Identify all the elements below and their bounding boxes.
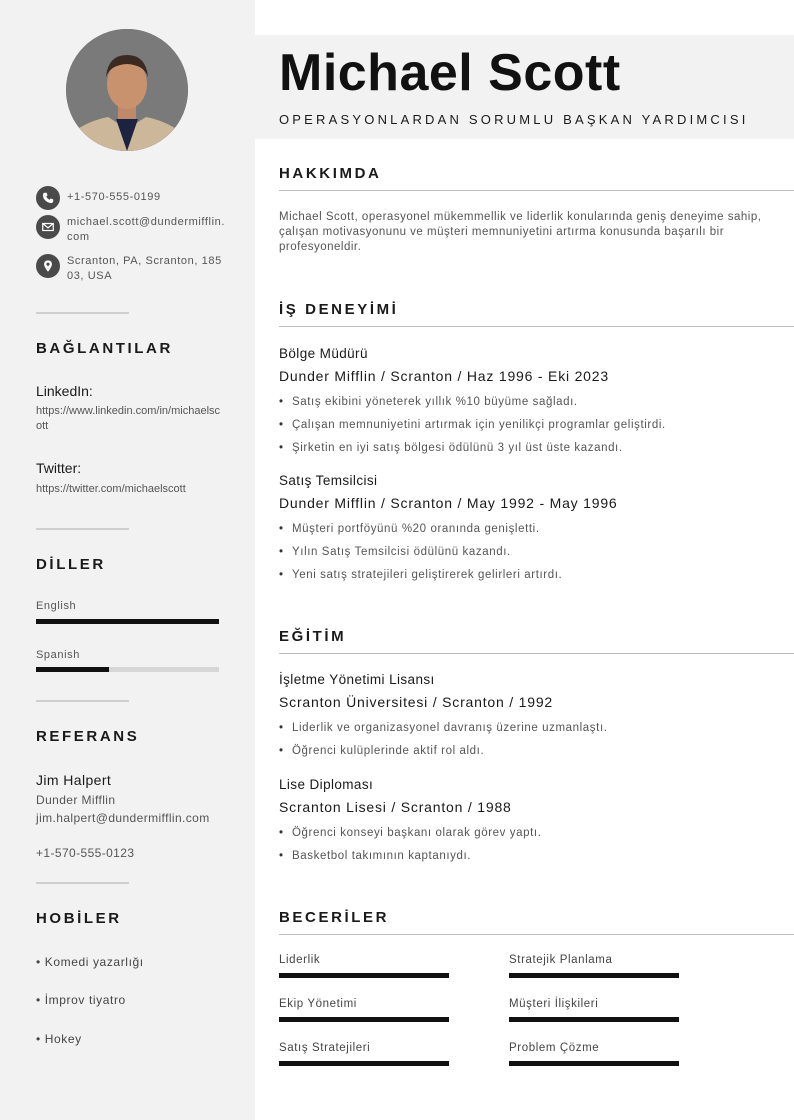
candidate-title: OPERASYONLARDAN SORUMLU BAŞKAN YARDIMCISI (279, 112, 749, 127)
skill-name: Problem Çözme (509, 1042, 600, 1054)
education-entry (279, 671, 789, 763)
entry-org: Dunder Mifflin / Scranton / May 1992 - May 1996 (279, 495, 618, 511)
skill-name: Müşteri İlişkileri (509, 998, 599, 1010)
entry-role: Satış Temsilcisi (279, 473, 378, 488)
skill-name: Liderlik (279, 954, 321, 966)
languages-heading: DİLLER (36, 556, 106, 573)
section-rule (279, 653, 794, 654)
candidate-name: Michael Scott (279, 44, 621, 102)
sidebar-divider (36, 882, 129, 884)
about-text: Michael Scott, operasyonel mükemmellik ve liderlik konularında geniş deneyime sahip, çalışan motivasyonunu ve müşteri memnuniyetini artırma konusunda başarılı bir profesyoneldir. (279, 211, 762, 253)
phone-icon (36, 186, 60, 210)
sidebar-divider (36, 528, 129, 530)
skill-bar (509, 1061, 679, 1066)
skill-item (509, 953, 679, 978)
skill-bar (509, 973, 679, 978)
entry-org: Scranton Üniversitesi / Scranton / 1992 (279, 694, 553, 710)
skills-heading: BECERİLER (279, 909, 390, 926)
skill-item (509, 997, 679, 1022)
skill-name: Satış Stratejileri (279, 1042, 371, 1054)
skill-item (279, 997, 449, 1022)
about-heading: HAKKIMDA (279, 165, 382, 182)
entry-role: İşletme Yönetimi Lisansı (279, 672, 435, 687)
skill-name: Ekip Yönetimi (279, 998, 357, 1010)
list-item: • Liderlik ve organizasyonel davranış üzerine uzmanlaştı. (279, 717, 789, 740)
skill-item (509, 1041, 679, 1066)
links-heading: BAĞLANTILAR (36, 340, 173, 357)
reference-heading: REFERANS (36, 728, 140, 745)
section-rule (279, 326, 794, 327)
profile-photo (66, 29, 188, 151)
contact-email[interactable] (36, 215, 227, 245)
experience-entry (279, 345, 789, 460)
skill-item (279, 953, 449, 978)
list-item: • Öğrenci kulüplerinde aktif rol aldı. (279, 740, 789, 763)
language-name: English (36, 600, 77, 612)
list-item: • Satış ekibini yöneterek yıllık %10 büyüme sağladı. (279, 391, 789, 414)
contact-phone[interactable] (36, 186, 227, 210)
entry-bullets (279, 391, 789, 460)
location-pin-icon (36, 254, 60, 278)
language-level-bar (36, 667, 219, 672)
experience-heading: İŞ DENEYİMİ (279, 301, 399, 318)
list-item: • Çalışan memnuniyetini artırmak için yenilikçi programlar geliştirdi. (279, 414, 789, 437)
skill-bar (279, 973, 449, 978)
education-heading: EĞİTİM (279, 628, 347, 645)
twitter-label: Twitter: (36, 460, 82, 476)
experience-entry (279, 472, 789, 587)
sidebar-divider (36, 700, 129, 702)
skill-bar (509, 1017, 679, 1022)
sidebar-divider (36, 312, 129, 314)
skill-bar (279, 1061, 449, 1066)
entry-org: Dunder Mifflin / Scranton / Haz 1996 - Eki 2023 (279, 368, 609, 384)
skill-item (279, 1041, 449, 1066)
language-level-bar (36, 619, 219, 624)
list-item: • Basketbol takımının kaptanıydı. (279, 845, 789, 868)
contact-phone-text: +1-570-555-0199 (67, 191, 161, 203)
list-item: • Yeni satış stratejileri geliştirerek gelirleri artırdı. (279, 564, 789, 587)
skill-bar (279, 1017, 449, 1022)
entry-org: Scranton Lisesi / Scranton / 1988 (279, 799, 512, 815)
contact-address (36, 254, 227, 284)
language-name: Spanish (36, 649, 80, 661)
list-item: • Öğrenci konseyi başkanı olarak görev yaptı. (279, 822, 789, 845)
hobby-item: • İmprov tiyatro (36, 993, 126, 1007)
reference-name: Jim Halpert (36, 772, 112, 788)
section-rule (279, 190, 794, 191)
hobbies-heading: HOBİLER (36, 910, 122, 927)
skill-name: Stratejik Planlama (509, 954, 613, 966)
twitter-link[interactable]: https://twitter.com/michaelscott (36, 483, 186, 495)
list-item: • Müşteri portföyünü %20 oranında genişletti. (279, 518, 789, 541)
list-item: • Yılın Satış Temsilcisi ödülünü kazandı. (279, 541, 789, 564)
entry-bullets (279, 822, 789, 868)
language-level-fill (36, 619, 219, 624)
contact-address-text: Scranton, PA, Scranton, 18503, USA (67, 255, 222, 282)
profile-photo-image (66, 29, 188, 151)
entry-role: Bölge Müdürü (279, 346, 368, 361)
entry-bullets (279, 518, 789, 587)
linkedin-label: LinkedIn: (36, 383, 93, 399)
section-rule (279, 934, 794, 935)
education-entry (279, 776, 789, 868)
entry-role: Lise Diploması (279, 777, 374, 792)
linkedin-link[interactable]: https://www.linkedin.com/in/michaelscott (36, 405, 221, 432)
reference-email[interactable]: jim.halpert@dundermifflin.com (36, 811, 210, 825)
reference-phone: +1-570-555-0123 (36, 846, 135, 860)
list-item: • Şirketin en iyi satış bölgesi ödülünü 3 yıl üst üste kazandı. (279, 437, 789, 460)
language-level-fill (36, 667, 109, 672)
hobby-item: • Hokey (36, 1032, 82, 1046)
email-icon (36, 215, 60, 239)
entry-bullets (279, 717, 789, 763)
hobby-item: • Komedi yazarlığı (36, 955, 144, 969)
reference-company: Dunder Mifflin (36, 793, 116, 807)
contact-email-text: michael.scott@dundermifflin.com (67, 216, 225, 243)
